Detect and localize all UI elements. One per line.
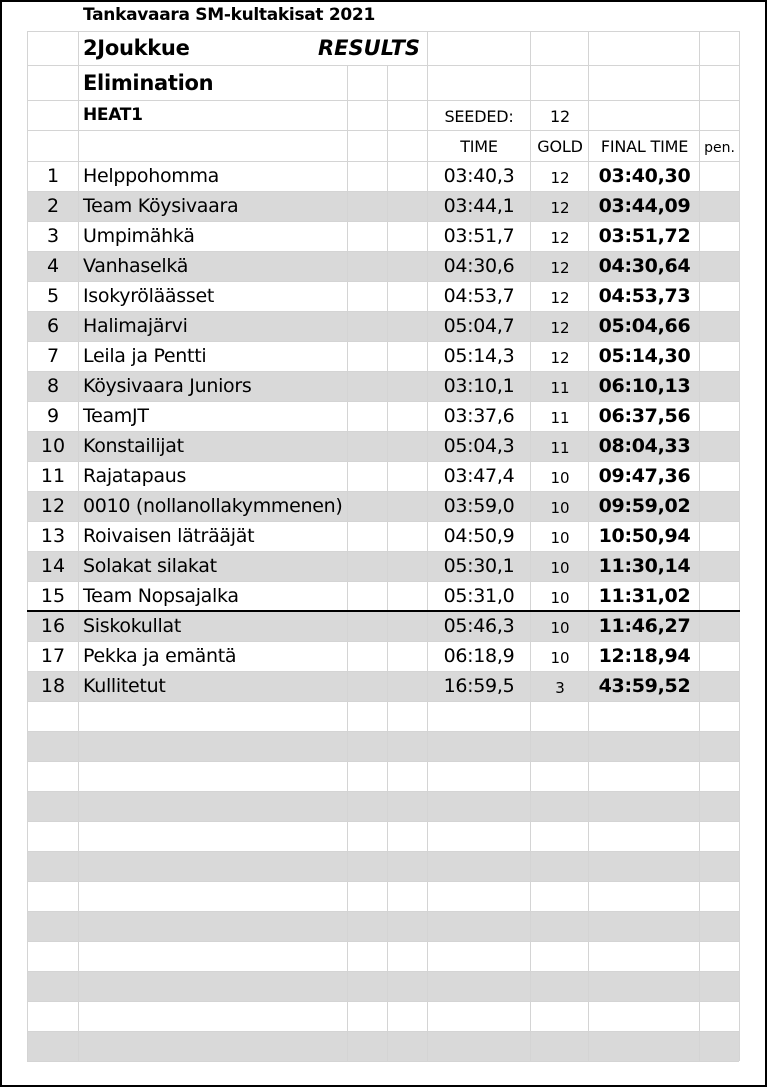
- team-name-cell: Siskokullat: [83, 615, 181, 637]
- final-time-cell: 12:18,94: [598, 645, 691, 667]
- gold-count-cell: 12: [550, 289, 570, 307]
- team-name-cell: Roivaisen läträäjät: [83, 525, 255, 547]
- final-time-cell: 03:44,09: [598, 195, 691, 217]
- team-name-cell: Helppohomma: [83, 165, 220, 187]
- grid-line: [27, 341, 739, 342]
- team-name-cell: Kullitetut: [83, 675, 166, 697]
- grid-line: [27, 191, 739, 192]
- final-time-cell: 43:59,52: [598, 675, 691, 697]
- gold-count-cell: 12: [550, 349, 570, 367]
- gold-count-cell: 3: [555, 679, 565, 697]
- gold-count-cell: 12: [550, 199, 570, 217]
- grid-line: [27, 65, 739, 66]
- position-cell: 17: [40, 645, 66, 667]
- column-header-final-time: FINAL TIME: [600, 137, 689, 156]
- team-name-cell: Team Köysivaara: [83, 195, 239, 217]
- grid-line: [27, 911, 739, 912]
- time-cell: 06:18,9: [443, 645, 515, 667]
- time-cell: 05:31,0: [443, 585, 515, 607]
- position-cell: 3: [46, 225, 60, 247]
- final-time-cell: 11:46,27: [598, 615, 691, 637]
- team-name-cell: Isokyröläässet: [83, 285, 215, 307]
- time-cell: 16:59,5: [443, 675, 515, 697]
- gold-count-cell: 12: [550, 169, 570, 187]
- grid-line: [27, 941, 739, 942]
- grid-line: [27, 821, 739, 822]
- gold-count-cell: 11: [550, 379, 570, 397]
- gold-count-cell: 12: [550, 229, 570, 247]
- final-time-cell: 11:30,14: [598, 555, 691, 577]
- final-time-cell: 09:47,36: [598, 465, 691, 487]
- time-cell: 03:44,1: [443, 195, 515, 217]
- time-cell: 05:14,3: [443, 345, 515, 367]
- gold-count-cell: 10: [550, 469, 570, 487]
- team-name-cell: Umpimähkä: [83, 225, 195, 247]
- team-name-cell: Vanhaselkä: [83, 255, 189, 277]
- final-time-cell: 11:31,02: [598, 585, 691, 607]
- position-cell: 7: [46, 345, 60, 367]
- column-header-gold: GOLD: [537, 137, 583, 156]
- final-time-cell: 04:53,73: [598, 285, 691, 307]
- column-header-time: TIME: [460, 137, 498, 156]
- time-cell: 04:30,6: [443, 255, 515, 277]
- grid-line: [27, 1001, 739, 1002]
- row-shading: [27, 971, 739, 1001]
- time-cell: 03:59,0: [443, 495, 515, 517]
- grid-line: [27, 311, 739, 312]
- time-cell: 05:30,1: [443, 555, 515, 577]
- team-name-cell: Köysivaara Juniors: [83, 375, 252, 397]
- grid-line: [27, 371, 739, 372]
- team-name-cell: Halimajärvi: [83, 315, 188, 337]
- time-cell: 03:40,3: [443, 165, 515, 187]
- position-cell: 8: [46, 375, 60, 397]
- position-cell: 10: [40, 435, 66, 457]
- stage-label: Elimination: [83, 71, 214, 95]
- position-cell: 12: [40, 495, 66, 517]
- final-time-cell: 08:04,33: [598, 435, 691, 457]
- team-name-cell: Pekka ja emäntä: [83, 645, 237, 667]
- time-cell: 03:37,6: [443, 405, 515, 427]
- grid-line: [27, 461, 739, 462]
- gold-count-cell: 10: [550, 499, 570, 517]
- team-name-cell: Rajatapaus: [83, 465, 187, 487]
- grid-line: [27, 281, 739, 282]
- grid-line: [27, 971, 739, 972]
- gold-count-cell: 12: [550, 259, 570, 277]
- grid-line: [27, 671, 739, 672]
- final-time-cell: 04:30,64: [598, 255, 691, 277]
- grid-line: [27, 401, 739, 402]
- position-cell: 11: [40, 465, 66, 487]
- position-cell: 4: [46, 255, 60, 277]
- position-cell: 6: [46, 315, 60, 337]
- position-cell: 9: [46, 405, 60, 427]
- gold-count-cell: 11: [550, 409, 570, 427]
- gold-count-cell: 11: [550, 439, 570, 457]
- team-name-cell: Konstailijat: [83, 435, 184, 457]
- team-name-cell: 0010 (nollanollakymmenen): [83, 495, 343, 517]
- event-title: Tankavaara SM-kultakisat 2021: [83, 5, 375, 25]
- position-cell: 1: [46, 165, 60, 187]
- gold-count-cell: 10: [550, 619, 570, 637]
- grid-line: [27, 641, 739, 642]
- grid-line: [27, 31, 739, 32]
- position-cell: 14: [40, 555, 66, 577]
- position-cell: 15: [40, 585, 66, 607]
- column-header-penalty: pen.: [704, 140, 735, 156]
- final-time-cell: 10:50,94: [598, 525, 691, 547]
- position-cell: 18: [40, 675, 66, 697]
- position-cell: 2: [46, 195, 60, 217]
- team-name-cell: Solakat silakat: [83, 555, 217, 577]
- grid-line: [27, 731, 739, 732]
- grid-line: [27, 431, 739, 432]
- time-cell: 03:10,1: [443, 375, 515, 397]
- row-shading: [27, 911, 739, 941]
- cutoff-line: [27, 610, 740, 612]
- row-shading: [27, 851, 739, 881]
- position-cell: 5: [46, 285, 60, 307]
- team-name-cell: Team Nopsajalka: [83, 585, 239, 607]
- gold-count-cell: 10: [550, 649, 570, 667]
- grid-line: [27, 551, 739, 552]
- time-cell: 03:47,4: [443, 465, 515, 487]
- grid-line: [78, 31, 79, 1061]
- gold-count-cell: 10: [550, 559, 570, 577]
- category-label: 2Joukkue: [83, 36, 190, 60]
- grid-line: [27, 581, 739, 582]
- grid-line: [27, 251, 739, 252]
- team-name-cell: TeamJT: [83, 405, 149, 427]
- final-time-cell: 06:10,13: [598, 375, 691, 397]
- grid-line: [347, 65, 348, 1061]
- time-cell: 03:51,7: [443, 225, 515, 247]
- seeded-label: SEEDED:: [444, 107, 514, 126]
- row-shading: [27, 1031, 739, 1061]
- grid-line: [27, 701, 739, 702]
- position-cell: 13: [40, 525, 66, 547]
- seeded-value: 12: [550, 107, 570, 126]
- gold-count-cell: 10: [550, 529, 570, 547]
- grid-line: [27, 491, 739, 492]
- grid-line: [27, 761, 739, 762]
- row-shading: [27, 791, 739, 821]
- time-cell: 05:04,3: [443, 435, 515, 457]
- grid-line: [739, 31, 740, 1061]
- heat-label: HEAT1: [83, 105, 143, 125]
- gold-count-cell: 10: [550, 589, 570, 607]
- final-time-cell: 03:51,72: [598, 225, 691, 247]
- gold-count-cell: 12: [550, 319, 570, 337]
- time-cell: 04:53,7: [443, 285, 515, 307]
- grid-line: [27, 791, 739, 792]
- time-cell: 05:46,3: [443, 615, 515, 637]
- final-time-cell: 05:14,30: [598, 345, 691, 367]
- grid-line: [27, 161, 739, 162]
- final-time-cell: 03:40,30: [598, 165, 691, 187]
- time-cell: 04:50,9: [443, 525, 515, 547]
- grid-line: [27, 851, 739, 852]
- final-time-cell: 05:04,66: [598, 315, 691, 337]
- grid-line: [27, 1031, 739, 1032]
- time-cell: 05:04,7: [443, 315, 515, 337]
- grid-line: [27, 100, 739, 101]
- row-shading: [27, 731, 739, 761]
- grid-line: [27, 521, 739, 522]
- final-time-cell: 09:59,02: [598, 495, 691, 517]
- grid-line: [27, 881, 739, 882]
- team-name-cell: Leila ja Pentti: [83, 345, 207, 367]
- grid-line: [27, 221, 739, 222]
- final-time-cell: 06:37,56: [598, 405, 691, 427]
- grid-line: [27, 1061, 739, 1062]
- grid-line: [27, 130, 739, 131]
- grid-line: [387, 65, 388, 1061]
- results-label: RESULTS: [318, 36, 421, 60]
- position-cell: 16: [40, 615, 66, 637]
